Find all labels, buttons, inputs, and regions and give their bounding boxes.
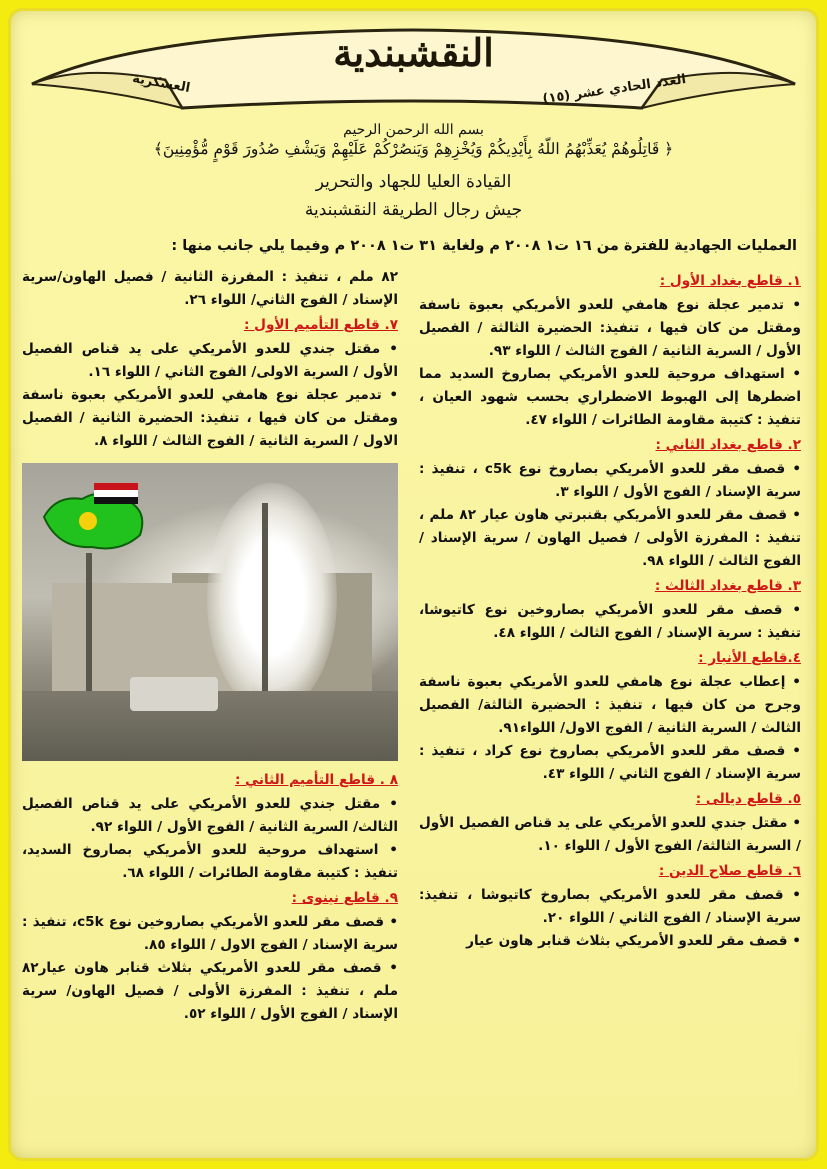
- operation-item: • مقتل جندي للعدو الأمريكي على يد قناص الفصيل الأول / السرية الاولى/ الفوج الثاني / اللواء ١٦.: [22, 338, 398, 384]
- operation-item: • مقتل جندي للعدو الأمريكي على يد قناص الفصيل الثالث/ السرية الثانية / الفوج الأول / اللواء ٩٢.: [22, 793, 398, 839]
- operation-item: • تدمير عجلة نوع هامفي للعدو الأمريكي بعبوة ناسفة ومقتل من كان فيها ، تنفيذ: الحضيرة الثانية / الفصيل الاول / السرية الثانية / الفوج الثالث / اللواء ٨.: [22, 384, 398, 453]
- photo-pole: [262, 503, 268, 723]
- masthead-title: النقشبندية: [333, 30, 494, 75]
- basmala: بسم الله الرحمن الرحيم: [343, 122, 484, 138]
- operation-item: • قصف مقر للعدو الأمريكي بثلاث قنابر هاون عيار: [419, 930, 801, 953]
- operation-item: • استهداف مروحية للعدو الأمريكي بصاروخ السديد، تنفيذ : كتيبة مقاومة الطائرات / اللواء ٦٨.: [22, 839, 398, 885]
- map-flag-emblem: [36, 477, 156, 557]
- photo-vehicle: [130, 677, 218, 711]
- issue-number: العدد الحادي عشر (١٥): [542, 72, 688, 107]
- operation-item: • قصف مقر للعدو الأمريكي بصاروخ كاتيوشا ، تنفيذ: سرية الإسناد / الفوج الثاني / اللواء ٢٠.: [419, 884, 801, 930]
- org-line-1: القيادة العليا للجهاد والتحرير: [315, 172, 512, 192]
- section-title: ٧. قاطع التأميم الأول :: [243, 317, 398, 333]
- section-title: ٨ . قاطع التأميم الثاني :: [235, 772, 398, 788]
- section-title: ١. قاطع بغداد الأول :: [659, 273, 801, 289]
- operation-item: • إعطاب عجلة نوع هامفي للعدو الأمريكي بعبوة ناسفة وجرح من كان فيها ، تنفيذ : الحضيرة الثالثة/ الفصيل الثالث / السرية الثانية / الفوج الاول/ اللواء٩١.: [419, 671, 801, 740]
- operation-item: • قصف مقر للعدو الأمريكي بصاروخين نوع كاتيوشا، تنفيذ : سرية الإسناد / الفوج الثالث / اللواء ٤٨.: [419, 599, 801, 645]
- section-title: ٤.قاطع الأنبار :: [698, 650, 801, 666]
- org-line-2: جيش رجال الطريقة النقشبندية: [304, 200, 523, 220]
- section-title: ٥. قاطع ديالى :: [695, 791, 801, 807]
- section-title: ٣. قاطع بغداد الثالث :: [654, 578, 801, 594]
- left-column: [22, 266, 398, 1026]
- section-title: ٦. قاطع صلاح الدين :: [658, 863, 801, 879]
- operation-item: • استهداف مروحية للعدو الأمريكي بصاروخ السديد مما اضطرها إلى الهبوط الاضطراري بحسب شهود العيان ، تنفيذ : كتيبة مقاومة الطائرات / اللواء ٤٧.: [419, 363, 801, 432]
- photo-smoke: [207, 483, 337, 713]
- right-column: [419, 268, 801, 953]
- section-title: ٢. قاطع بغداد الثاني :: [655, 437, 801, 453]
- section-title: ٩. قاطع نينوى :: [291, 890, 398, 906]
- operation-item: • قصف مقر للعدو الأمريكي بثلاث قنابر هاون عيار٨٢ ملم ، تنفيذ : المفرزة الأولى / فصيل الهاون/ سرية الإسناد / الفوج الأول / اللواء ٥٢.: [22, 957, 398, 1026]
- explosion-photo: [22, 463, 398, 761]
- operation-item: • قصف مقر للعدو الأمريكي بصاروخ نوع c5k ، تنفيذ : سرية الإسناد / الفوج الأول / اللواء ٣.: [419, 458, 801, 504]
- operation-item: • قصف مقر للعدو الأمريكي بقنبرتي هاون عيار ٨٢ ملم ، تنفيذ : المفرزة الأولى / فصيل الهاون / سرية الإسناد / الفوج الثالث / اللواء ٩٨.: [419, 504, 801, 573]
- operation-item: • مقتل جندي للعدو الأمريكي على يد قناص الفصيل الأول / السرية الثالثة/ الفوج الأول / اللواء ١٠.: [419, 812, 801, 858]
- operation-item: • قصف مقر للعدو الأمريكي بصاروخين نوع c5k، تنفيذ : سرية الإسناد / الفوج الاول / اللواء ٨٥.: [22, 911, 398, 957]
- operation-item: • تدمير عجلة نوع هامفي للعدو الأمريكي بعبوة ناسفة ومقتل من كان فيها ، تنفيذ: الحضيرة الثالثة / الفصيل الأول / السرية الثانية / الفوج الثالث / اللواء ٩٣.: [419, 294, 801, 363]
- section-label: العسكرية: [131, 71, 192, 96]
- masthead-ribbon: [22, 24, 805, 110]
- operation-item: • قصف مقر للعدو الأمريكي بصاروخ نوع كراد ، تنفيذ : سرية الإسناد / الفوج الثاني / اللواء ٤٣.: [419, 740, 801, 786]
- intro-line: العمليات الجهادية للفترة من ١٦ ت١ ٢٠٠٨ م ولغاية ٣١ ت١ ٢٠٠٨ م وفيما يلي جانب منها :: [171, 238, 797, 254]
- continued-text: ٨٢ ملم ، تنفيذ : المفرزة الثانية / فصيل الهاون/سرية الإسناد / الفوج الثاني/ اللواء ٢٦.: [22, 269, 398, 308]
- quran-verse: ﴿ قَاتِلُوهُمْ يُعَذِّبْهُمُ اللّهُ بِأَيْدِيكُمْ وَيُخْزِهِمْ وَيَنصُرْكُمْ عَلَيْهِمْ وَيَشْفِ صُدُورَ قَوْمٍ مُّؤْمِنِينَ﴾: [153, 140, 674, 158]
